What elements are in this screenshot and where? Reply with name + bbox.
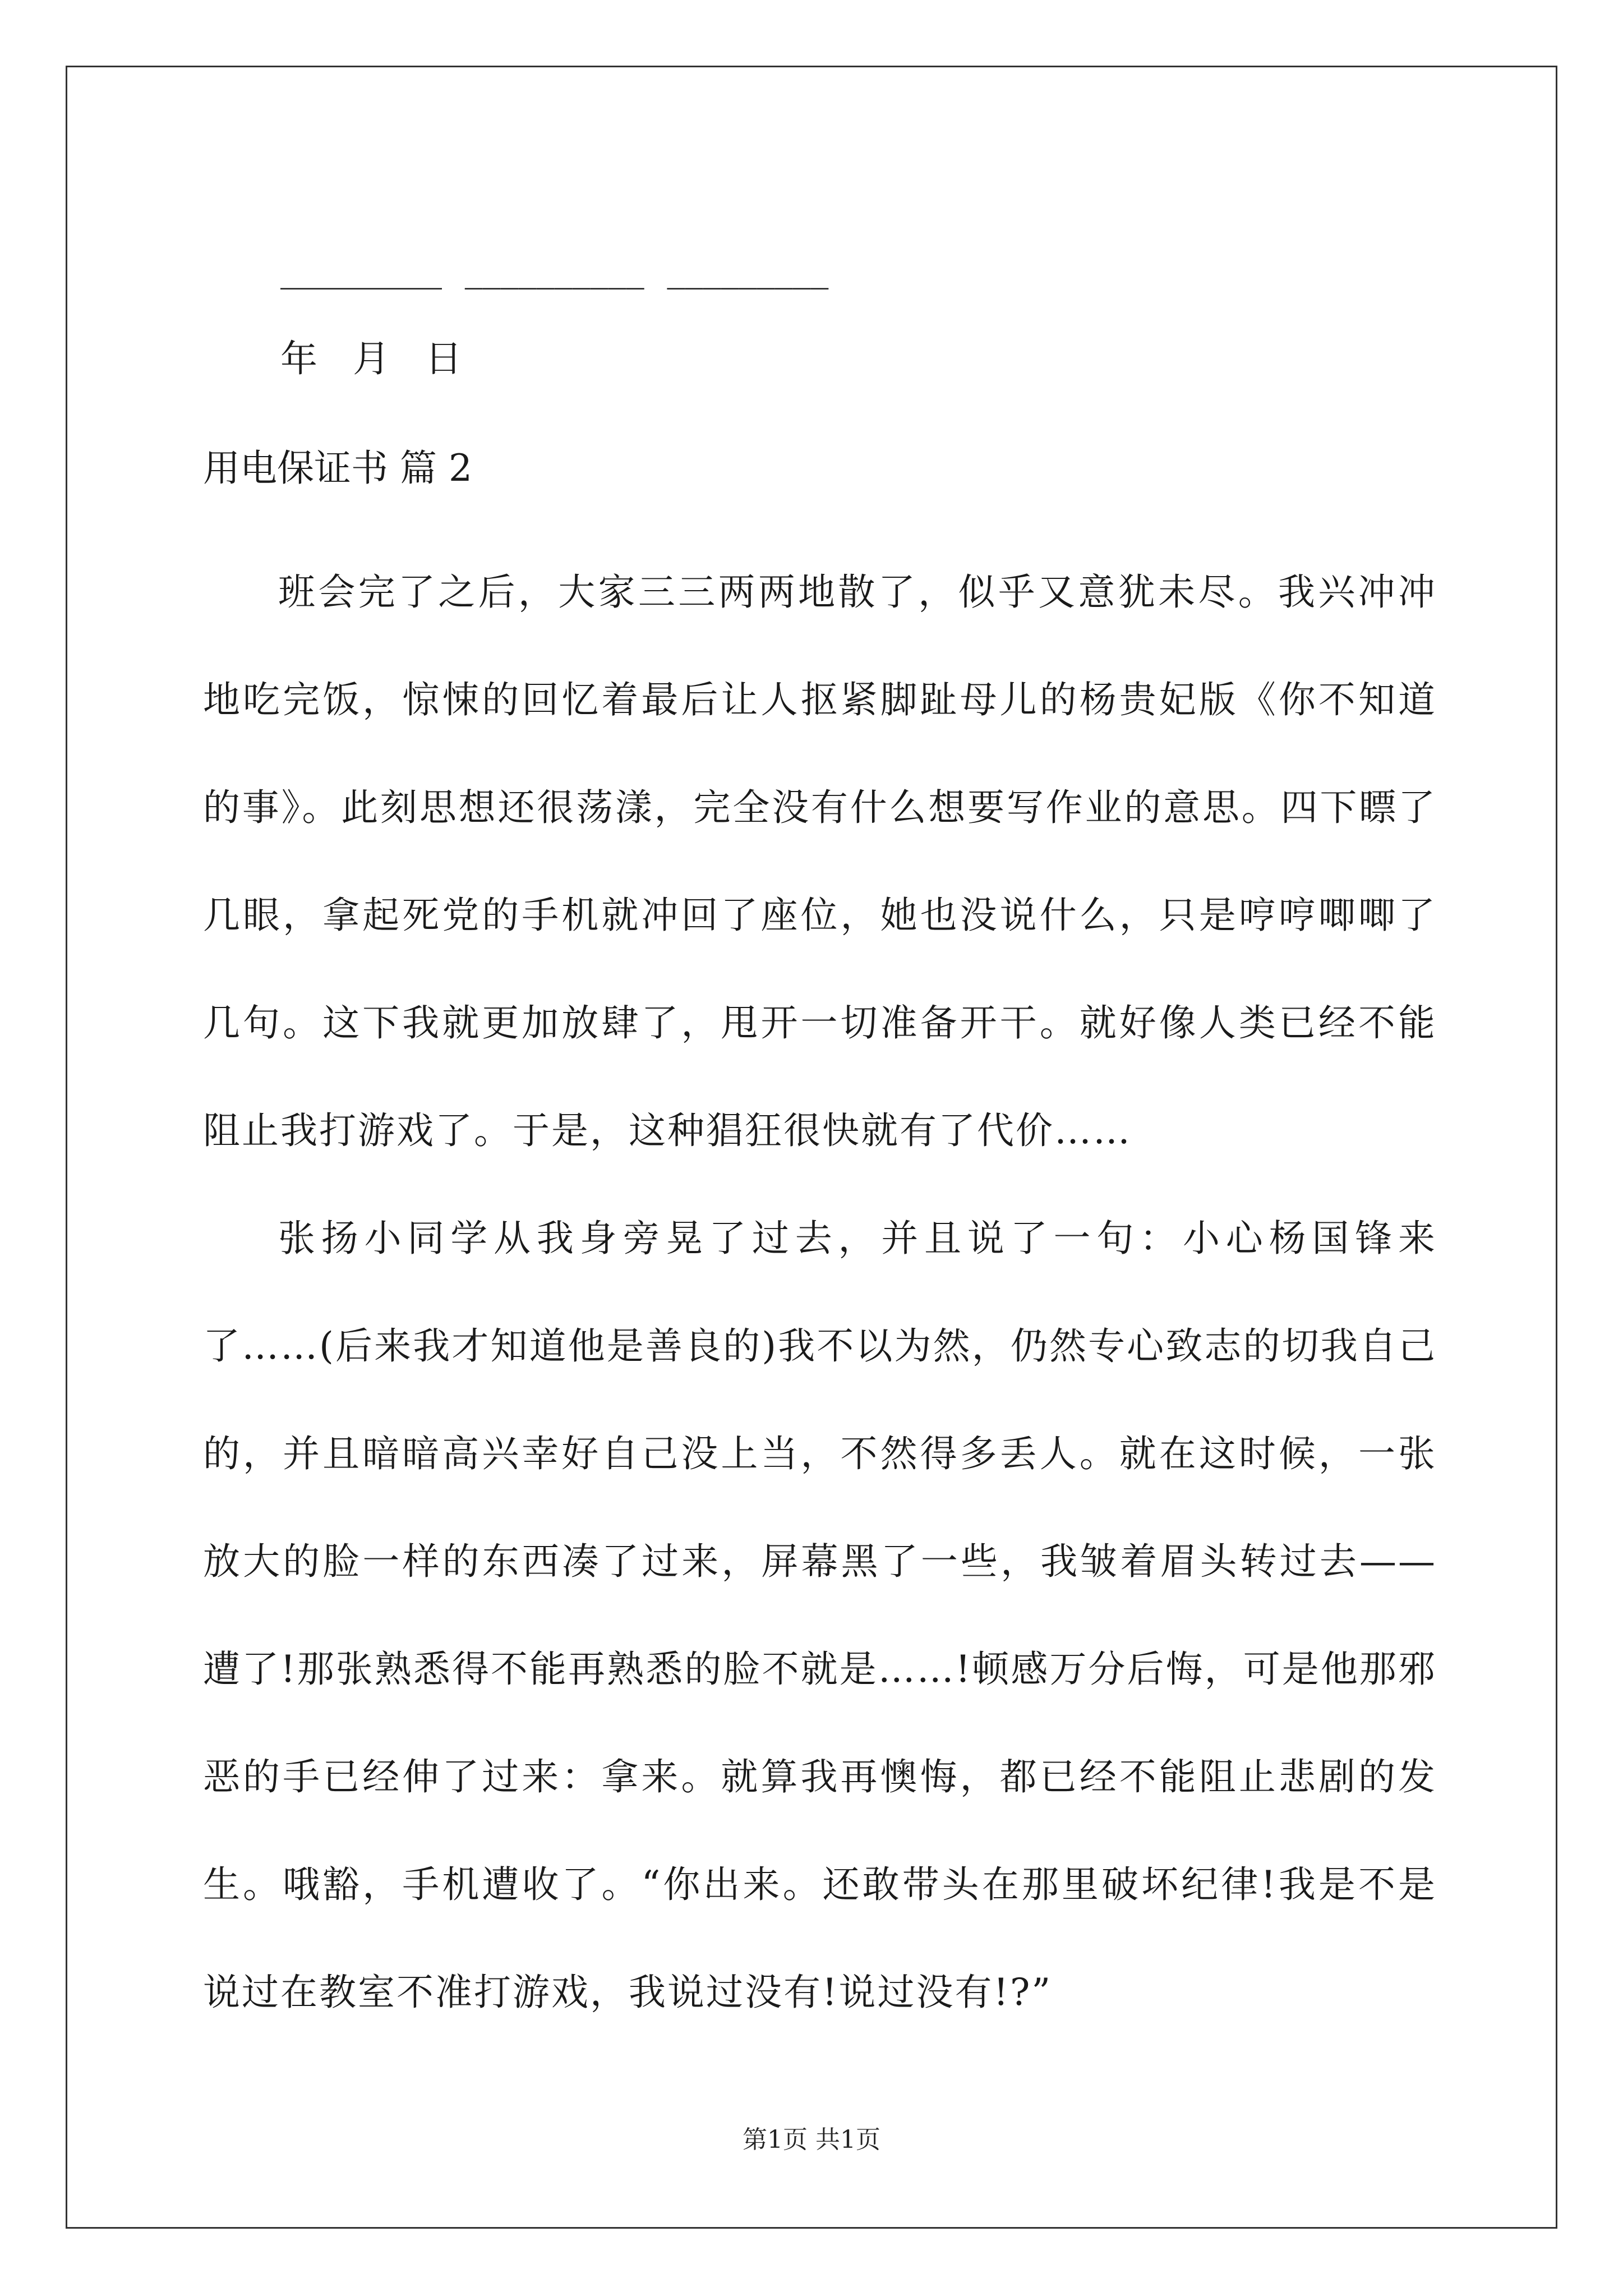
paragraph: 张扬小同学从我身旁晃了过去，并且说了一句：小心杨国锋来了……(后来我才知道他是善良的)我不以为然，仍然专心致志的切我自己的，并且暗暗高兴幸好自己没上当，不然得多丢人。就在这时候，一张放大的脸一样的东西凑了过来，屏幕黑了一些，我皱着眉头转过去——遭了!那张熟悉得不能再熟悉的脸不就是……!顿感万分后悔，可是他那邪恶的手已经伸了过来：拿来。就算我再懊悔，都已经不能阻止悲剧的发生。哦豁，手机遭收了。“你出来。还敢带头在那里破坏纪律!我是不是说过在教室不准打游戏，我说过没有!说过没有!?” <box>203 1217 1437 2014</box>
date-line: 年 月 日 <box>280 337 462 380</box>
body-text <box>203 539 1437 2046</box>
page-footer: 第1页 共1页 <box>743 2125 880 2154</box>
section-title: 用电保证书 篇 2 <box>203 447 472 490</box>
signature-lines: _________ __________ _________ <box>280 249 829 290</box>
paragraph: 班会完了之后，大家三三两两地散了，似乎又意犹未尽。我兴冲冲地吃完饭，惊悚的回忆着最后让人抠紧脚趾母儿的杨贵妃版《你不知道的事》。此刻思想还很荡漾，完全没有什么想要写作业的意思。四下瞟了几眼，拿起死党的手机就冲回了座位，她也没说什么，只是哼哼唧唧了几句。这下我就更加放肆了，甩开一切准备开干。就好像人类已经不能阻止我打游戏了。于是，这种猖狂很快就有了代价…… <box>203 570 1437 1152</box>
